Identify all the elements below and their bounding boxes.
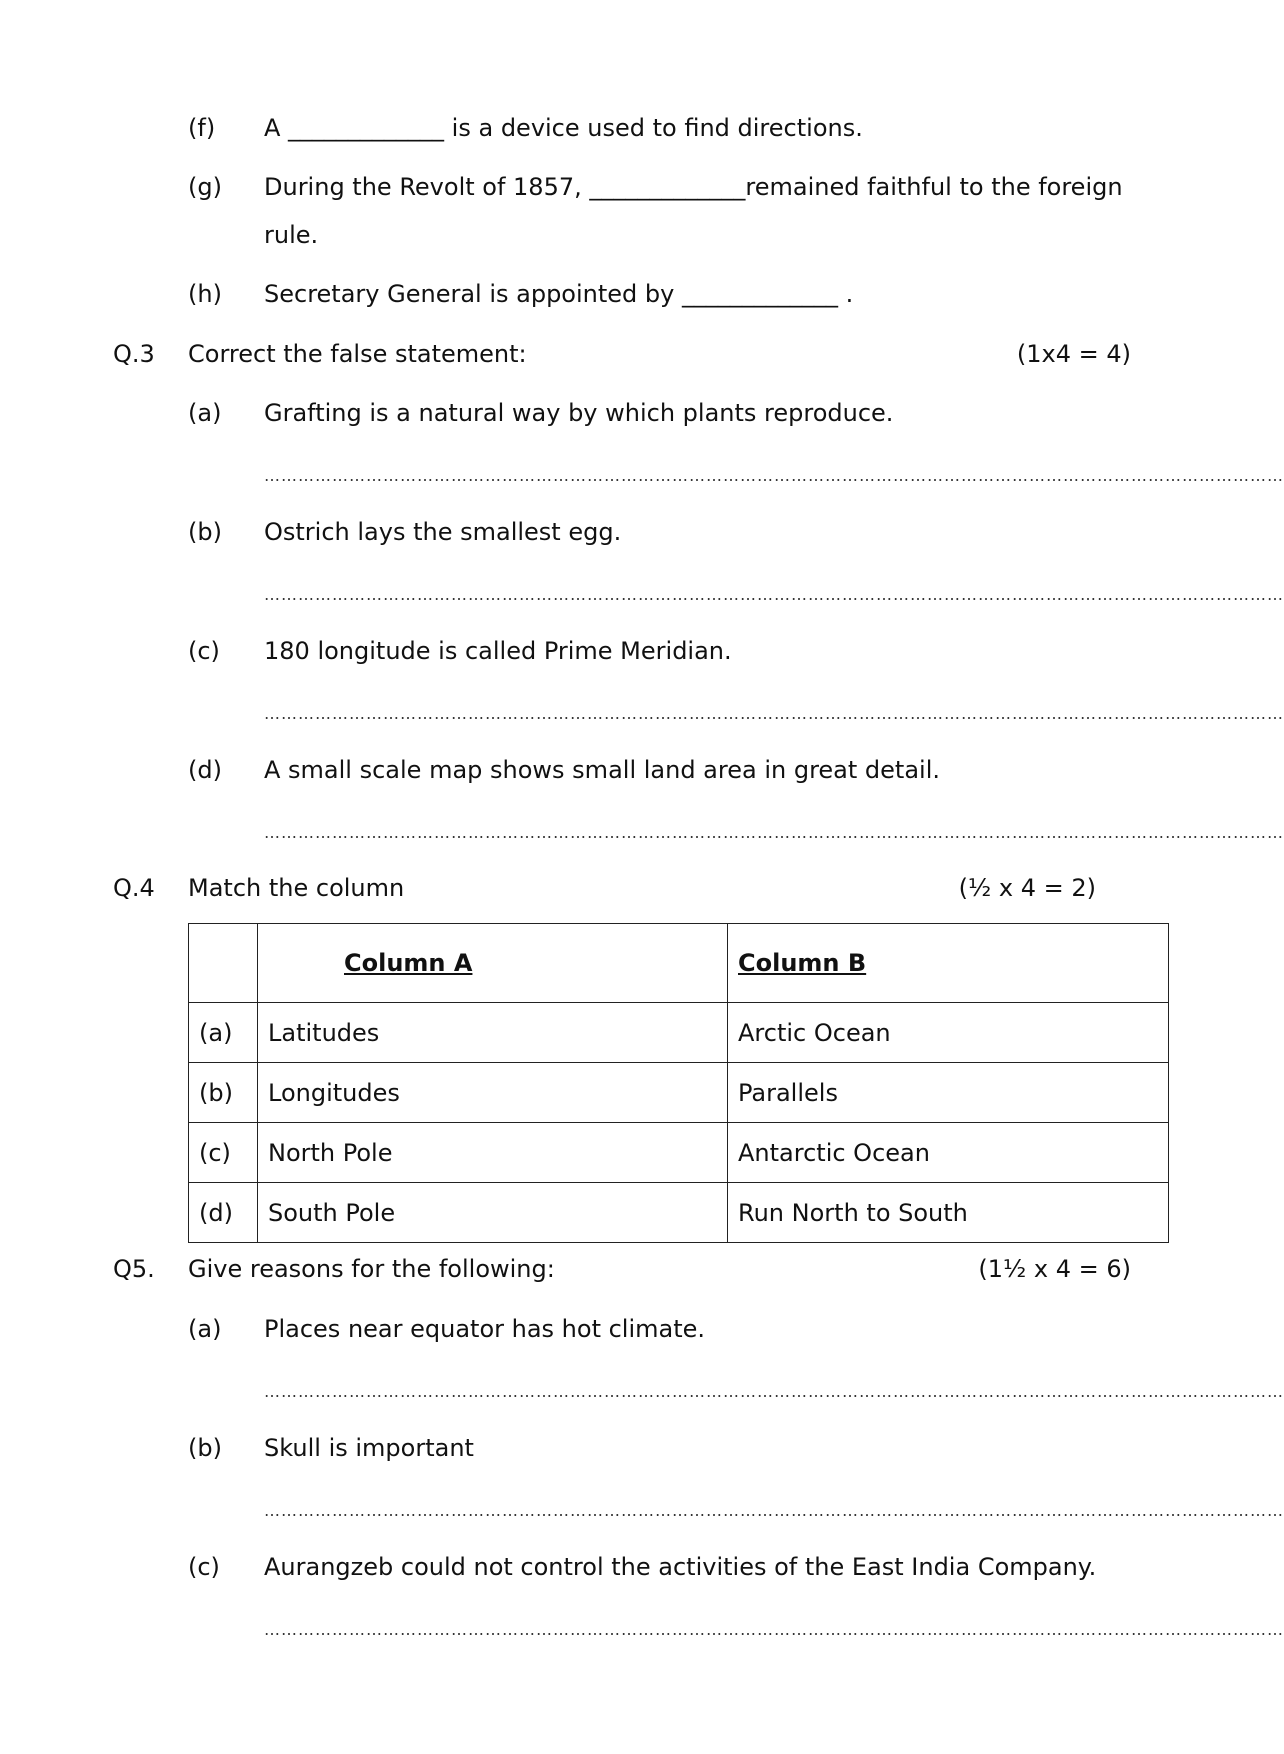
- question-marks: (1x4 = 4): [1016, 340, 1131, 368]
- item-label: (c): [188, 1553, 220, 1581]
- column-a-cell: South Pole: [258, 1183, 728, 1243]
- item-label: (h): [188, 280, 222, 308]
- answer-line: ………………………………………………………………………………………………………………………………………………………………: [264, 585, 1284, 604]
- column-b-header: [728, 924, 1169, 1003]
- item-label: (d): [188, 756, 222, 784]
- column-b-cell: Parallels: [728, 1063, 1169, 1123]
- item-label: (b): [188, 1434, 222, 1462]
- answer-line: ………………………………………………………………………………………………………………………………………………………………: [264, 1382, 1284, 1401]
- answer-line: ………………………………………………………………………………………………………………………………………………………………: [264, 1620, 1284, 1639]
- question-text: Places near equator has hot climate.: [264, 1315, 706, 1343]
- question-title: Match the column: [188, 874, 405, 902]
- question-text-continuation: rule.: [264, 221, 319, 249]
- answer-line: ………………………………………………………………………………………………………………………………………………………………: [264, 466, 1284, 485]
- item-label: (c): [188, 637, 220, 665]
- question-text: Aurangzeb could not control the activities of the East India Company.: [264, 1553, 1097, 1581]
- table-row: [189, 1003, 1169, 1063]
- column-a-header: [258, 924, 728, 1003]
- column-b-cell: Antarctic Ocean: [728, 1123, 1169, 1183]
- row-label: (c): [189, 1123, 258, 1183]
- table-row: [189, 1063, 1169, 1123]
- answer-line: ………………………………………………………………………………………………………………………………………………………………: [264, 823, 1284, 842]
- question-text: Secretary General is appointed by _____________ .: [264, 280, 854, 308]
- question-marks: (½ x 4 = 2): [958, 874, 1096, 902]
- question-title: Give reasons for the following:: [188, 1255, 555, 1283]
- question-text: During the Revolt of 1857, _____________remained faithful to the foreign: [264, 173, 1123, 201]
- column-a-cell: North Pole: [258, 1123, 728, 1183]
- row-label: (d): [189, 1183, 258, 1243]
- column-a-header-text: Column A: [344, 949, 473, 977]
- table-row: [189, 1123, 1169, 1183]
- question-text: Skull is important: [264, 1434, 474, 1462]
- item-label: (a): [188, 1315, 222, 1343]
- answer-line: ………………………………………………………………………………………………………………………………………………………………: [264, 1501, 1284, 1520]
- item-label: (b): [188, 518, 222, 546]
- table-cell: [189, 924, 258, 1003]
- question-text: Ostrich lays the smallest egg.: [264, 518, 622, 546]
- question-text: A small scale map shows small land area in great detail.: [264, 756, 941, 784]
- question-number: Q.3: [113, 340, 155, 368]
- item-label: (g): [188, 173, 222, 201]
- question-text: A _____________ is a device used to find directions.: [264, 114, 863, 142]
- question-text: 180 longitude is called Prime Meridian.: [264, 637, 732, 665]
- table-header-row: [189, 924, 1169, 1003]
- column-a-cell: Latitudes: [258, 1003, 728, 1063]
- answer-line: ………………………………………………………………………………………………………………………………………………………………: [264, 704, 1284, 723]
- question-title: Correct the false statement:: [188, 340, 527, 368]
- item-label: (a): [188, 399, 222, 427]
- column-b-cell: Run North to South: [728, 1183, 1169, 1243]
- column-a-cell: Longitudes: [258, 1063, 728, 1123]
- table-row: [189, 1183, 1169, 1243]
- column-b-header-text: Column B: [738, 949, 867, 977]
- column-b-cell: Arctic Ocean: [728, 1003, 1169, 1063]
- item-label: (f): [188, 114, 216, 142]
- question-number: Q5.: [113, 1255, 155, 1283]
- question-number: Q.4: [113, 874, 155, 902]
- row-label: (b): [189, 1063, 258, 1123]
- question-text: Grafting is a natural way by which plants reproduce.: [264, 399, 894, 427]
- match-table: [188, 923, 1169, 1243]
- row-label: (a): [189, 1003, 258, 1063]
- question-marks: (1½ x 4 = 6): [978, 1255, 1131, 1283]
